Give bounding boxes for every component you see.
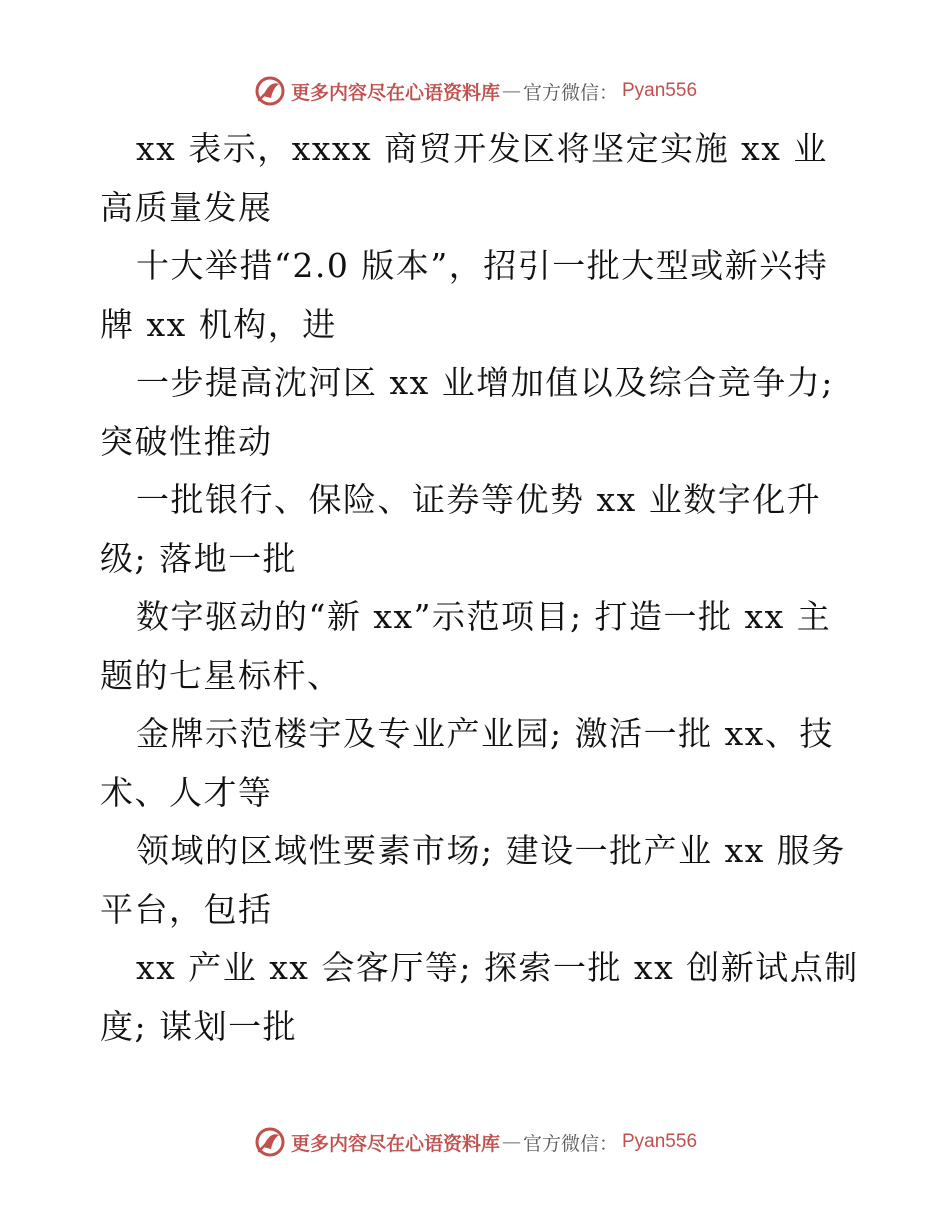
paragraph: xx 产业 xx 会客厅等; 探索一批 xx 创新试点制度; 谋划一批: [100, 948, 859, 1046]
watermark-separator: —: [501, 80, 521, 102]
paragraph: xx 表示，xxxx 商贸开发区将坚定实施 xx 业高质量发展: [100, 129, 828, 227]
watermark-separator: —: [501, 1131, 521, 1153]
paragraph: 一步提高沈河区 xx 业增加值以及综合竞争力;突破性推动: [100, 363, 834, 461]
paragraph: 一批银行、保险、证券等优势 xx 业数字化升级; 落地一批: [100, 480, 822, 578]
paragraph: 领域的区域性要素市场; 建设一批产业 xx 服务平台，包括: [100, 831, 846, 929]
header-watermark: [0, 74, 950, 108]
watermark-label: 更多内容尽在心语资料库: [290, 1132, 500, 1155]
paragraph: 金牌示范楼宇及专业产业园; 激活一批 xx、技术、人才等: [100, 714, 834, 812]
watermark-account-label: 官方微信：: [522, 81, 618, 104]
watermark-account-id: Pyan556: [622, 80, 698, 101]
watermark-account-id: Pyan556: [622, 1131, 698, 1152]
watermark-account-label: 官方微信：: [522, 1132, 618, 1155]
paragraph: 十大举措“2.0 版本”，招引一批大型或新兴持牌 xx 机构，进: [100, 246, 829, 344]
document-body: [100, 120, 860, 1056]
footer-watermark: [0, 1125, 950, 1159]
paragraph: 数字驱动的“新 xx”示范项目; 打造一批 xx 主题的七星标杆、: [100, 597, 832, 695]
brand-logo-icon: [253, 74, 287, 108]
watermark-label: 更多内容尽在心语资料库: [290, 81, 500, 104]
brand-logo-icon: [253, 1125, 287, 1159]
